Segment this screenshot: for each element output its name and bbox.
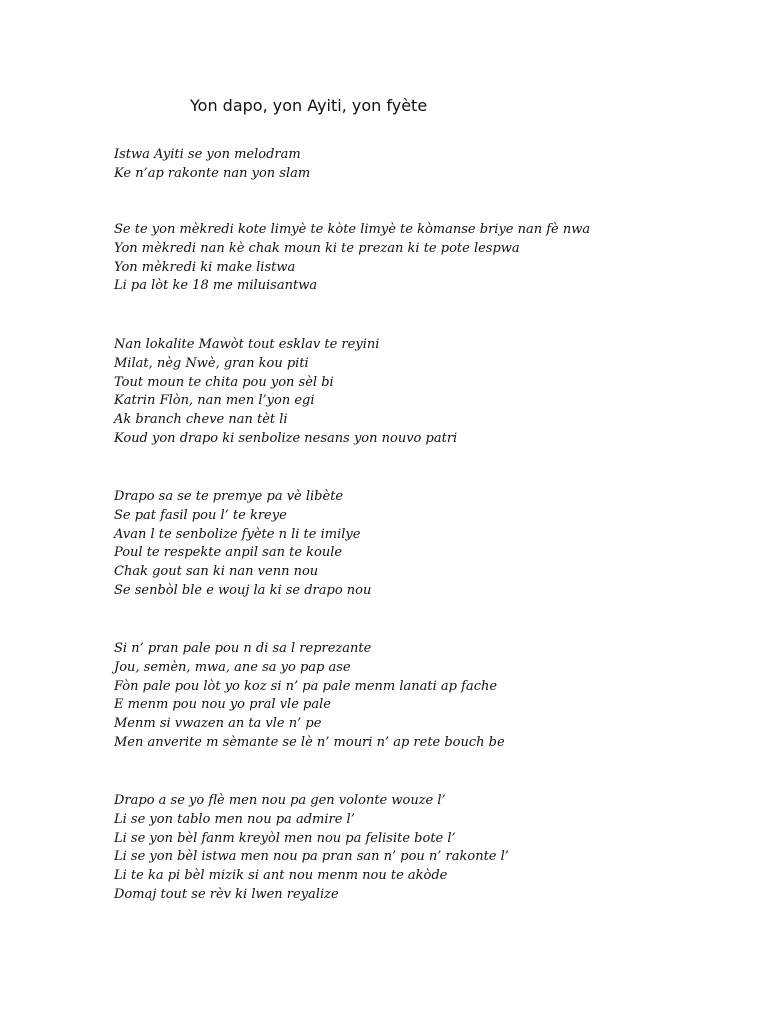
poem-title: Yon dapo, yon Ayiti, yon fyète — [190, 96, 428, 115]
poem-line: Li se yon tablo men nou pa admire l’ — [114, 811, 355, 827]
poem-line: Milat, nèg Nwè, gran kou piti — [114, 355, 309, 371]
poem-line: Avan l te senbolize fyète n li te imilye — [114, 526, 361, 542]
poem-line: Ak branch cheve nan tèt li — [114, 412, 288, 428]
poem-line: Istwa Ayiti se yon melodram — [114, 147, 301, 162]
poem-line: Ke n’ap rakonte nan yon slam — [114, 165, 311, 181]
poem-line: Si n’ pran pale pou n di sa l reprezante — [114, 641, 372, 656]
poem-line: Se te yon mèkredi kote limyè te kòte limyè te kòmanse briye nan fè nwa — [114, 222, 591, 237]
poem-line: Koud yon drapo ki senbolize nesans yon nouvo patri — [114, 430, 458, 446]
stanza-5 — [114, 640, 734, 753]
poem-line: Tout moun te chita pou yon sèl bi — [114, 374, 334, 390]
poem-line: Li te ka pi bèl mizik si ant nou menm nou te akòde — [114, 868, 448, 884]
poem-line: Chak gout san ki nan venn nou — [114, 564, 319, 580]
poem-line: Li se yon bèl fanm kreyòl men nou pa felisite bote l’ — [114, 830, 456, 846]
poem-line: Menm si vwazen an ta vle n’ pe — [114, 716, 322, 732]
stanza-6 — [114, 792, 734, 905]
poem-line: Poul te respekte anpil san te koule — [114, 545, 343, 561]
poem-line: Domaj tout se rèv ki lwen reyalize — [114, 886, 339, 902]
poem-line: Katrin Flòn, nan men l’yon egi — [114, 393, 315, 409]
poem-line: Li pa lòt ke 18 me miluisantwa — [114, 278, 318, 294]
stanza-3 — [114, 336, 734, 449]
poem-line: Yon mèkredi nan kè chak moun ki te prezan ki te pote lespwa — [114, 240, 520, 256]
poem-line: Drapo sa se te premye pa vè libète — [114, 489, 344, 504]
stanza-4 — [114, 488, 734, 601]
poem-line: Se pat fasil pou l’ te kreye — [114, 507, 287, 523]
poem-line: Yon mèkredi ki make listwa — [114, 259, 296, 275]
poem-line: E menm pou nou yo pral vle pale — [114, 697, 331, 713]
poem-line: Nan lokalite Mawòt tout esklav te reyini — [114, 337, 380, 352]
stanza-2 — [114, 221, 734, 296]
poem-line: Li se yon bèl istwa men nou pa pran san n’ pou n’ rakonte l’ — [114, 849, 509, 865]
poem-line: Fòn pale pou lòt yo koz si n’ pa pale menm lanati ap fache — [114, 678, 498, 694]
poem-line: Jou, semèn, mwa, ane sa yo pap ase — [114, 659, 351, 675]
poem-line: Men anverite m sèmante se lè n’ mouri n’ ap rete bouch be — [114, 734, 505, 750]
stanza-1 — [114, 146, 734, 184]
poem-line: Se senbòl ble e wouj la ki se drapo nou — [114, 582, 372, 598]
poem-line: Drapo a se yo flè men nou pa gen volonte wouze l’ — [114, 793, 446, 808]
